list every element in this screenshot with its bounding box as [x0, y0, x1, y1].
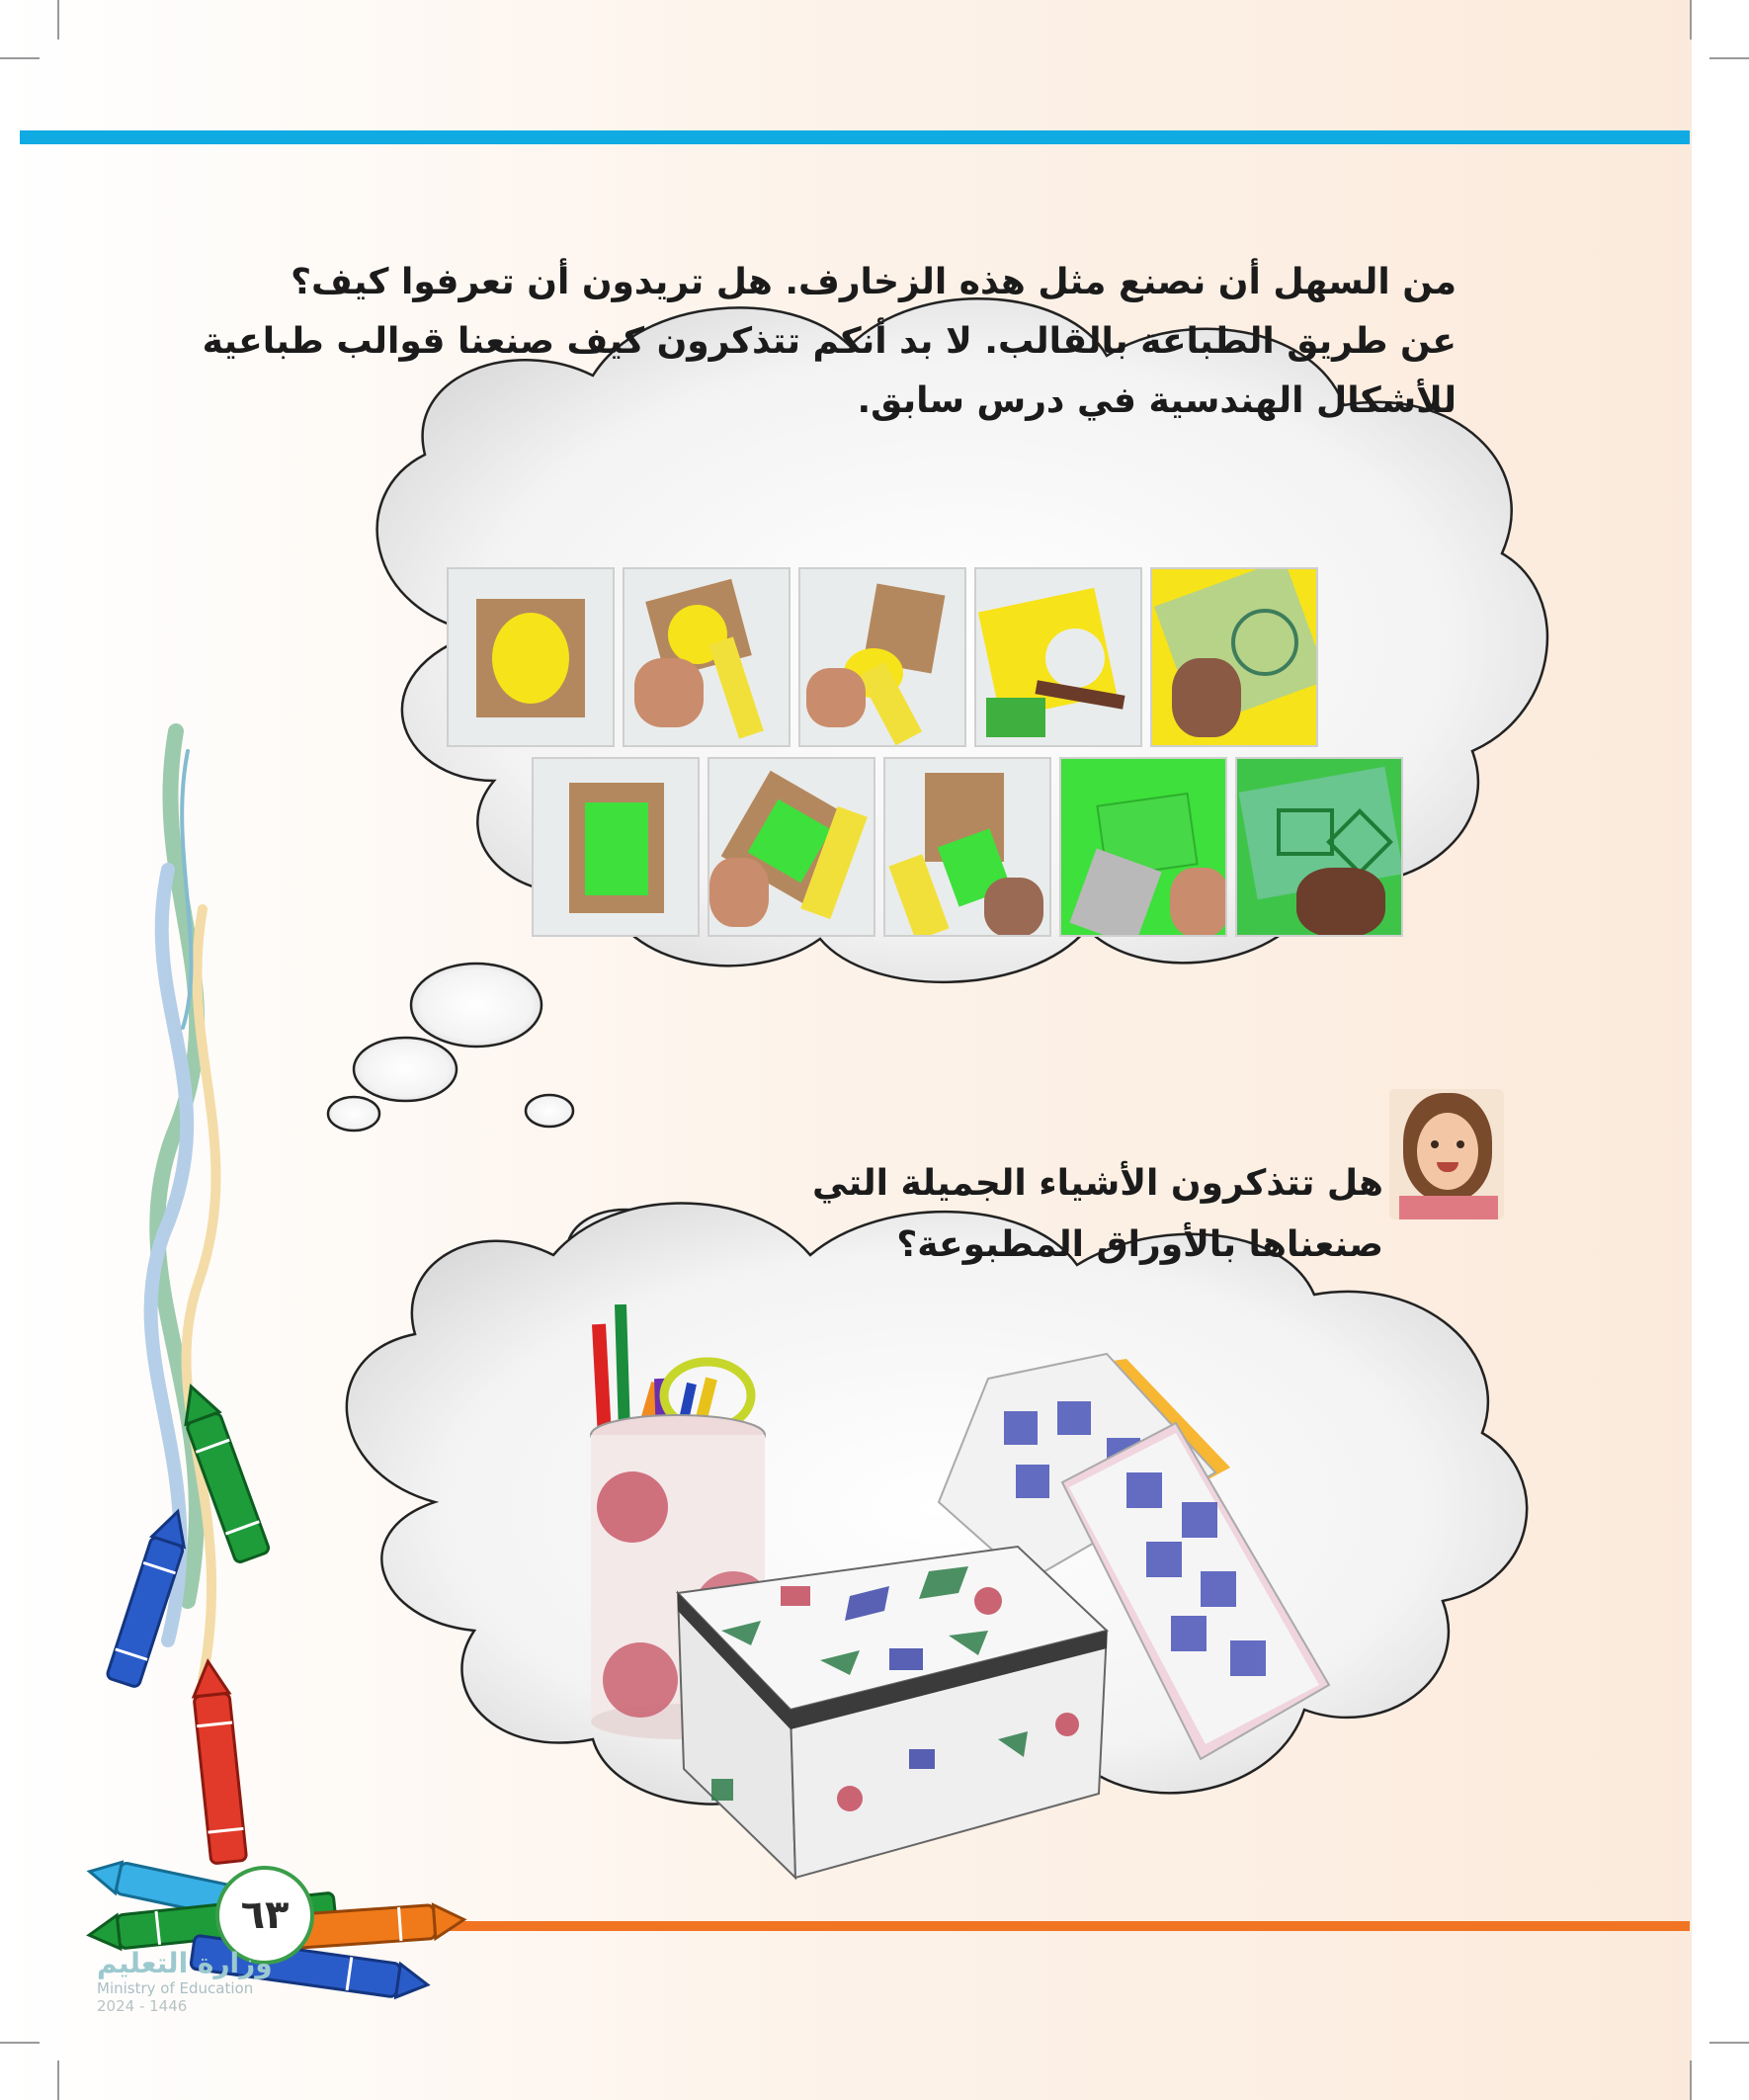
step-photo — [883, 757, 1051, 937]
step-photo — [1150, 567, 1318, 747]
girl-avatar — [1389, 1089, 1504, 1219]
thought-bubble — [328, 1097, 379, 1131]
step-photo — [974, 567, 1142, 747]
step-photo — [708, 757, 875, 937]
step-photo — [623, 567, 791, 747]
thought-bubble — [411, 964, 541, 1047]
intro-line-3: للأشكال الهندسية في درس سابق. — [857, 380, 1457, 421]
ministry-name-ar: وزارة التعليم — [97, 1947, 273, 1979]
crayon-icon — [191, 1659, 247, 1864]
step-photo — [1235, 757, 1403, 937]
intro-paragraph — [202, 255, 1457, 433]
step-photo — [447, 567, 615, 747]
step-photo — [1059, 757, 1227, 937]
intro-line-2: عن طريق الطباعة بالقالب. لا بد أنكم تتذكرون كيف صنعنا قوالب طباعية — [202, 321, 1457, 362]
decorated-box-craft — [678, 1547, 1107, 1878]
thought-bubble — [354, 1038, 457, 1101]
page-number: ٦٣ — [215, 1866, 314, 1965]
step-photo — [798, 567, 966, 747]
ministry-name-en: Ministry of Education — [97, 1979, 254, 1997]
step-photo — [532, 757, 700, 937]
question-line-2: صنعناها بالأوراق المطبوعة؟ — [896, 1224, 1383, 1265]
girl-question — [812, 1154, 1383, 1277]
question-line-1: هل تتذكرون الأشياء الجميلة التي — [812, 1163, 1383, 1204]
intro-line-1: من السهل أن نصنع مثل هذه الزخارف. هل تريدون أن تعرفوا كيف؟ — [291, 262, 1457, 302]
edition-year: 2024 - 1446 — [97, 1997, 188, 2015]
ministry-logo — [97, 1947, 273, 2015]
thought-bubble — [526, 1095, 573, 1127]
